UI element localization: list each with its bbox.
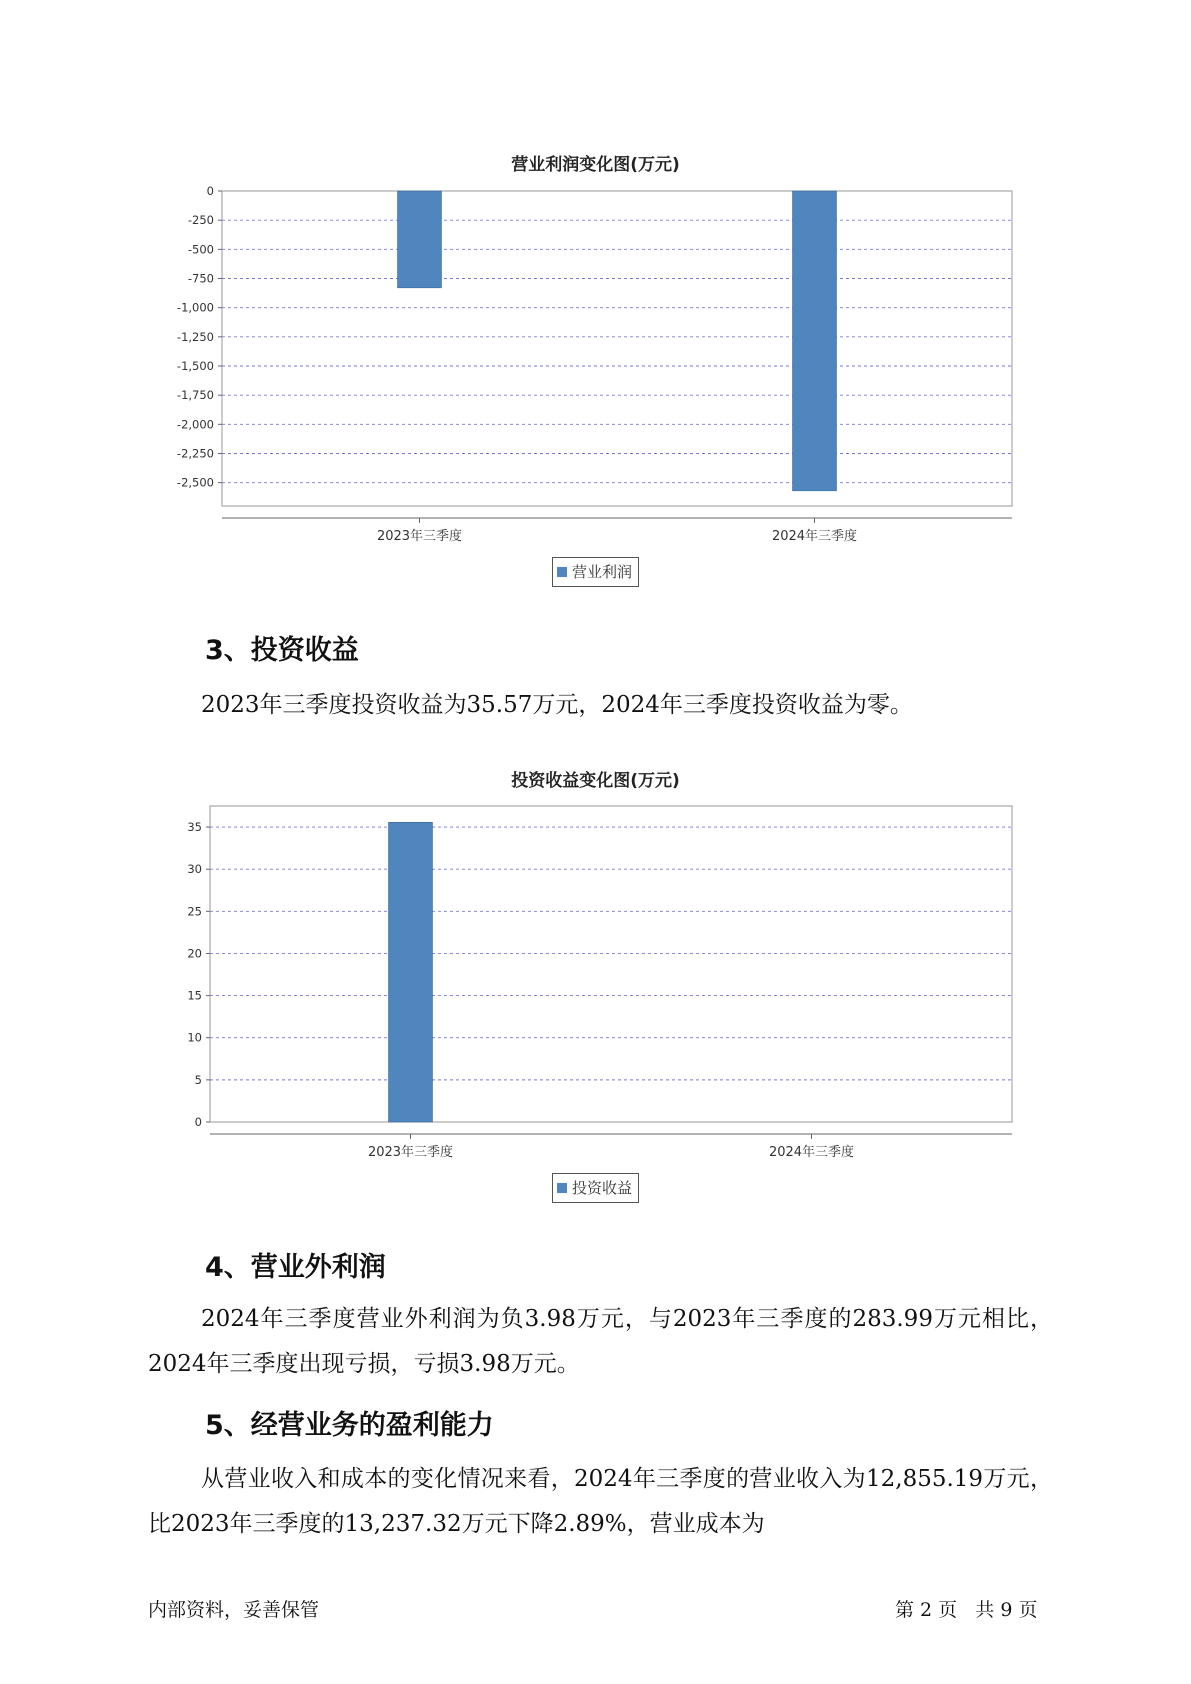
section-heading-non-operating-profit: 4、营业外利润 xyxy=(205,1252,386,1283)
chart-legend xyxy=(552,1173,639,1203)
y-tick-label: -2,250 xyxy=(176,446,214,461)
y-tick-label: -250 xyxy=(187,213,214,228)
paragraph-profitability: 从营业收入和成本的变化情况来看，2024年三季度的营业收入为12,855.19万元，比2023年三季度的13,237.32万元下降2.89%，营业成本为 xyxy=(148,1466,1053,1537)
y-tick-label: -1,750 xyxy=(176,388,214,403)
y-tick-label: 35 xyxy=(187,820,202,835)
chart-title: 投资收益变化图(万元) xyxy=(511,771,680,791)
legend-swatch xyxy=(557,1183,567,1193)
chart-title: 营业利润变化图(万元) xyxy=(511,155,680,175)
y-tick-label: -2,500 xyxy=(176,475,214,490)
y-tick-label: 0 xyxy=(206,184,214,198)
legend-label: 投资收益 xyxy=(572,1179,633,1197)
y-tick-label: 25 xyxy=(187,904,202,919)
plot-area xyxy=(210,806,1012,1122)
y-tick-label: 10 xyxy=(187,1030,202,1045)
y-tick-label: 30 xyxy=(187,862,202,877)
x-tick-label: 2024年三季度 xyxy=(771,529,858,544)
section-heading-investment-income: 3、投资收益 xyxy=(205,635,359,666)
x-tick-label: 2023年三季度 xyxy=(376,529,463,544)
y-tick-label: -500 xyxy=(187,242,214,257)
y-tick-label: 20 xyxy=(187,946,202,961)
y-tick-label: -1,500 xyxy=(176,359,214,373)
y-tick-label: -750 xyxy=(187,271,214,286)
x-tick-label: 2023年三季度 xyxy=(367,1145,454,1160)
y-tick-label: 0 xyxy=(194,1115,202,1129)
paragraph-non-operating-profit: 2024年三季度营业外利润为负3.98万元，与2023年三季度的283.99万元相比，2024年三季度出现亏损，亏损3.98万元。 xyxy=(148,1306,1053,1377)
bar-1 xyxy=(389,822,433,1122)
legend-label: 营业利润 xyxy=(572,563,633,581)
y-tick-label: -2,000 xyxy=(176,417,214,432)
y-tick-label: -1,000 xyxy=(176,300,214,315)
y-tick-label: 15 xyxy=(187,988,202,1003)
footer-confidential-note: 内部资料，妥善保管 xyxy=(148,1599,320,1621)
footer-page-number: 第 2 页 共 9 页 xyxy=(895,1599,1038,1621)
section-heading-profitability: 5、经营业务的盈利能力 xyxy=(205,1410,494,1441)
y-tick-label: 5 xyxy=(194,1072,202,1087)
paragraph-investment-income: 2023年三季度投资收益为35.57万元，2024年三季度投资收益为零。 xyxy=(201,692,913,718)
y-tick-label: -1,250 xyxy=(176,329,214,344)
x-tick-label: 2024年三季度 xyxy=(768,1145,855,1160)
